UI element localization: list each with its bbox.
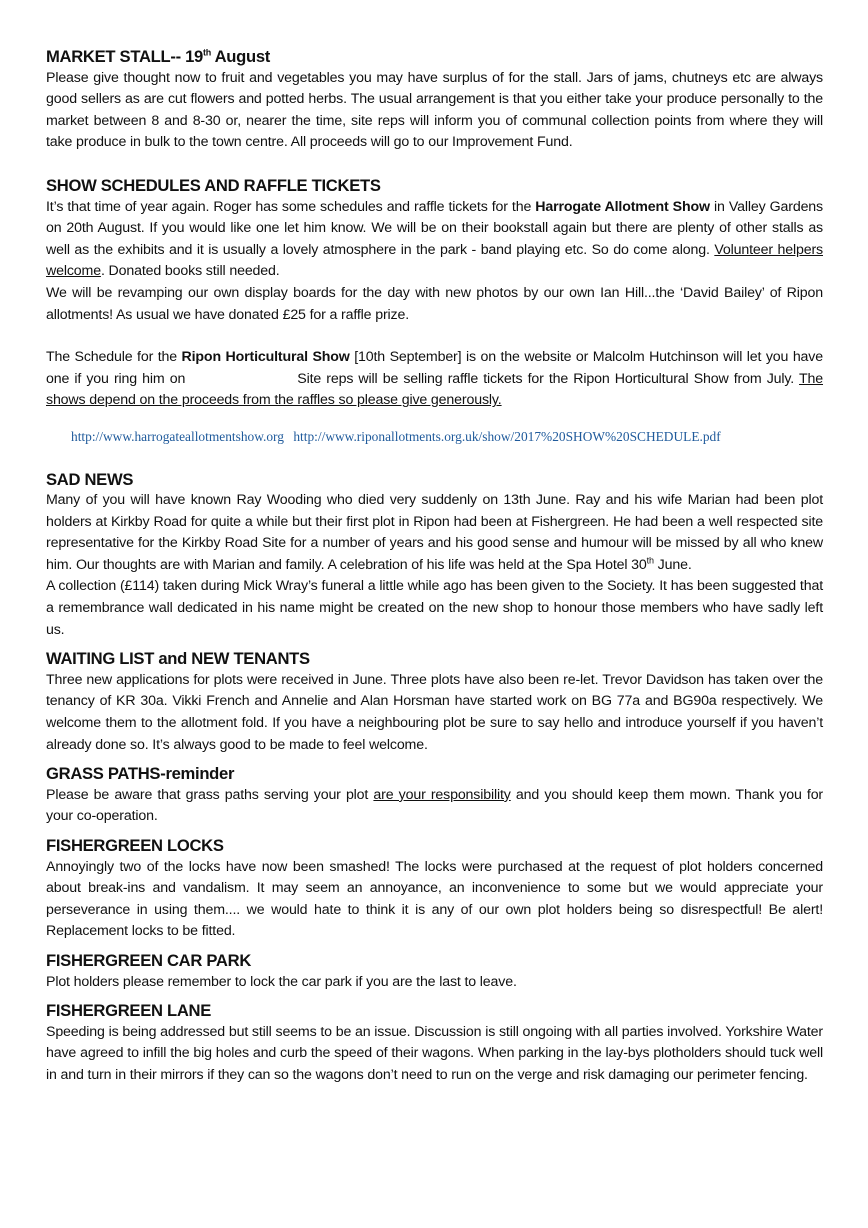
fishergreen-lane-heading: FISHERGREEN LANE bbox=[46, 1001, 212, 1021]
show-schedules-paragraph-2: We will be revamping our own display boards for the day with new photos by our own Ian Hill...the ‘David Bailey’ of Ripon allotments! As usual we have donated £25 for a raffle prize. bbox=[46, 284, 823, 323]
responsibility-note: are your responsibility bbox=[373, 786, 511, 803]
section-fishergreen-car-park bbox=[46, 950, 823, 993]
grass-paths-heading: GRASS PATHS-reminder bbox=[46, 764, 235, 784]
section-grass-paths bbox=[46, 763, 823, 828]
sad-news-paragraph-1: Many of you will have known Ray Wooding who died very suddenly on 13th June. Ray and his wife Marian had been plot holders at Kirkby Road for quite a while but their first plot in Ripon had been at Fishergreen. He had been a well respected site representative for the Kirkby Road Site for a number of years and his good sense and humour will be missed by all who knew him. Our thoughts are with Marian and family. A celebration of his life was held at the Spa Hotel 30th June. bbox=[46, 492, 823, 573]
section-fishergreen-lane bbox=[46, 1000, 823, 1086]
section-show-schedules bbox=[46, 175, 823, 448]
fishergreen-locks-heading: FISHERGREEN LOCKS bbox=[46, 836, 224, 855]
newsletter-page bbox=[46, 46, 823, 1087]
ripon-show-name: Ripon Horticultural Show bbox=[181, 349, 350, 366]
show-schedules-heading: SHOW SCHEDULES AND RAFFLE TICKETS bbox=[46, 175, 381, 195]
market-stall-heading: MARKET STALL-- 19th August bbox=[46, 47, 271, 66]
volunteer-helpers-note: Volunteer helpers welcome bbox=[46, 241, 823, 280]
grass-paths-body: Please be aware that grass paths serving your plot are your responsibility and you should keep them mown. Thank you for your co-operation. bbox=[46, 786, 824, 825]
show-schedules-paragraph-3: The Schedule for the Ripon Horticultural Show [10th September] is on the website or Malcolm Hutchinson will let you have one if you ring him on Site reps will be selling raffle tickets for the Ripon Horticultural Show from July. The shows depend on the proceeds from the raffles so please give generously. bbox=[46, 349, 823, 409]
waiting-list-body: Three new applications for plots were received in June. Three plots have also been re-let. Trevor Davidson has taken over the tenancy of KR 30a. Vikki French and Annelie and Alan Horsman have started work on BG 77a and BG90a respectively. We welcome them to the allotment fold. If you have a neighbouring plot be sure to say hello and introduce yourself if you haven’t already done so. It’s always good to be made to feel welcome. bbox=[46, 671, 823, 753]
market-stall-body: Please give thought now to fruit and vegetables you may have surplus of for the stall. Jars of jams, chutneys etc are always good sellers as are cut flowers and potted herbs. The usual arrangement is that you either take your produce personally to the market between 8 and 8-30 or, nearer the time, site reps will inform you of communal collection points from where they will take produce in bulk to the town centre. All proceeds will go to our Improvement Fund. bbox=[46, 69, 823, 151]
fishergreen-car-park-body: Plot holders please remember to lock the car park if you are the last to leave. bbox=[46, 973, 517, 990]
fishergreen-lane-body: Speeding is being addressed but still seems to be an issue. Discussion is still ongoing with all parties involved. Yorkshire Water have agreed to infill the big holes and curb the speed of their wagons. When parking in the lay-bys plotholders should tuck well in and turn in their mirrors if they can so the wagons don’t need to run on the verge and risk damaging our perimeter fencing. bbox=[46, 1023, 823, 1083]
show-urls bbox=[46, 426, 823, 448]
fishergreen-locks-body: Annoyingly two of the locks have now been smashed! The locks were purchased at the request of plot holders concerned about break-ins and vandalism. It may seem an annoyance, an inconvenience to some but we would appreciate your perseverance in using them.... we would hate to think it is any of our own plot holders being so disrespectful! Be alert! Replacement locks to be fitted. bbox=[46, 858, 823, 940]
harrogate-show-name: Harrogate Allotment Show bbox=[535, 198, 710, 215]
waiting-list-heading: WAITING LIST and NEW TENANTS bbox=[46, 649, 310, 669]
section-market-stall bbox=[46, 46, 823, 154]
give-generously-note: The shows depend on the proceeds from the raffles so please give generously. bbox=[46, 370, 823, 409]
harrogate-show-url[interactable]: http://www.harrogateallotmentshow.org bbox=[71, 428, 284, 444]
sad-news-heading: SAD NEWS bbox=[46, 469, 134, 489]
fishergreen-car-park-heading: FISHERGREEN CAR PARK bbox=[46, 950, 252, 970]
sad-news-paragraph-2: A collection (£114) taken during Mick Wray’s funeral a little while ago has been given to the Society. It has been suggested that a remembrance wall dedicated in his name might be created on the new shop to honour those members who have sadly left us. bbox=[46, 578, 823, 638]
section-waiting-list bbox=[46, 648, 823, 756]
section-sad-news bbox=[46, 469, 823, 642]
section-fishergreen-locks bbox=[46, 835, 823, 943]
ripon-schedule-url[interactable]: http://www.riponallotments.org.uk/show/2017%20SHOW%20SCHEDULE.pdf bbox=[293, 428, 721, 444]
show-schedules-paragraph-1: It’s that time of year again. Roger has some schedules and raffle tickets for the Harrogate Allotment Show in Valley Gardens on 20th August. If you would like one let him know. We will be on their bookstall again but there are plenty of other stalls as well as the exhibits and it is usually a lovely atmosphere in the park - band playing etc. So do come along. Volunteer helpers welcome. Donated books still needed. bbox=[46, 198, 823, 280]
